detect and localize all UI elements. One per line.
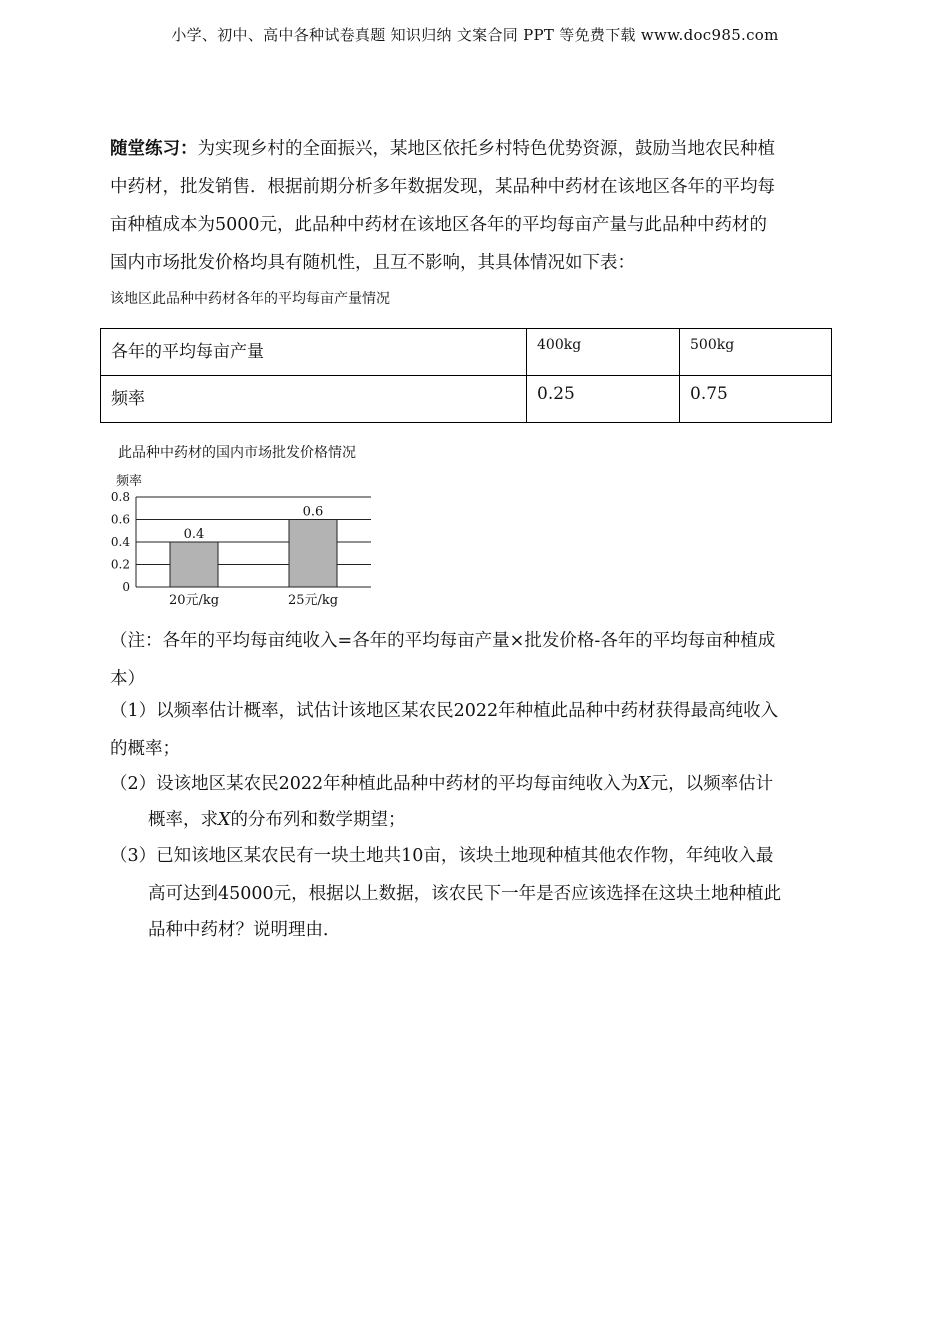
table-cell: 频率 <box>101 376 527 423</box>
y-tick-label: 0 <box>122 580 130 594</box>
variable-x: X <box>218 810 231 830</box>
y-tick-label: 0.6 <box>110 512 130 527</box>
intro-line-1: 随堂练习：为实现乡村的全面振兴，某地区依托乡村特色优势资源，鼓励当地农民种植 <box>110 139 775 159</box>
question-3-line-2: 高可达到45000元，根据以上数据，该农民下一年是否应该选择在这块土地种植此 <box>148 884 782 904</box>
intro-line-3: 亩种植成本为5000元，此品种中药材在该地区各年的平均每亩产量与此品种中药材的 <box>110 215 768 235</box>
y-tick-label: 0.8 <box>110 490 130 504</box>
x-tick-labels <box>169 593 338 608</box>
intro-line-4: 国内市场批发价格均具有随机性，且互不影响，其具体情况如下表： <box>110 253 635 273</box>
question-2-line-1: （2）设该地区某农民2022年种植此品种中药材的平均每亩纯收入为X元，以频率估计 <box>110 774 774 794</box>
data-label: 0.6 <box>302 504 324 520</box>
x-tick-label: 25元/kg <box>287 593 339 608</box>
table-row <box>101 329 832 376</box>
table-cell: 0.75 <box>680 376 832 423</box>
y-tick-label: 0.4 <box>110 535 130 549</box>
note-line-1: （注：各年的平均每亩纯收入=各年的平均每亩产量×批发价格-各年的平均每亩种植成 <box>110 631 776 651</box>
table-row <box>101 376 832 423</box>
yield-table <box>100 328 832 423</box>
question-1-line-2: 的概率； <box>110 739 180 759</box>
table-caption: 该地区此品种中药材各年的平均每亩产量情况 <box>110 291 390 307</box>
note-line-2: 本） <box>110 669 145 689</box>
data-label: 0.4 <box>183 527 205 542</box>
question-3-line-3: 品种中药材？说明理由． <box>148 920 341 940</box>
exercise-label: 随堂练习： <box>110 139 198 159</box>
question-2-line-2: 概率，求X的分布列和数学期望； <box>148 810 406 830</box>
x-tick-label: 20元/kg <box>168 593 220 608</box>
price-bar-chart <box>108 470 388 610</box>
table-cell: 400kg <box>527 329 680 376</box>
table-cell: 各年的平均每亩产量 <box>101 329 527 376</box>
y-tick-labels <box>111 490 130 594</box>
bar <box>289 520 337 588</box>
table-cell: 0.25 <box>527 376 680 423</box>
question-1-line-1: （1）以频率估计概率，试估计该地区某农民2022年种植此品种中药材获得最高纯收入 <box>110 701 779 721</box>
y-tick-label: 0.2 <box>110 557 130 572</box>
y-axis-label: 频率 <box>116 474 143 489</box>
chart-caption: 此品种中药材的国内市场批发价格情况 <box>118 445 356 461</box>
variable-x: X <box>638 774 651 794</box>
page-header: 小学、初中、高中各种试卷真题 知识归纳 文案合同 PPT 等免费下载 www.doc985.com <box>171 26 779 44</box>
intro-line-2: 中药材，批发销售．根据前期分析多年数据发现，某品种中药材在该地区各年的平均每 <box>110 177 775 197</box>
question-3-line-1: （3）已知该地区某农民有一块土地共10亩，该块土地现种植其他农作物，年纯收入最 <box>110 846 774 866</box>
bar <box>170 542 218 587</box>
table-cell: 500kg <box>680 329 832 376</box>
